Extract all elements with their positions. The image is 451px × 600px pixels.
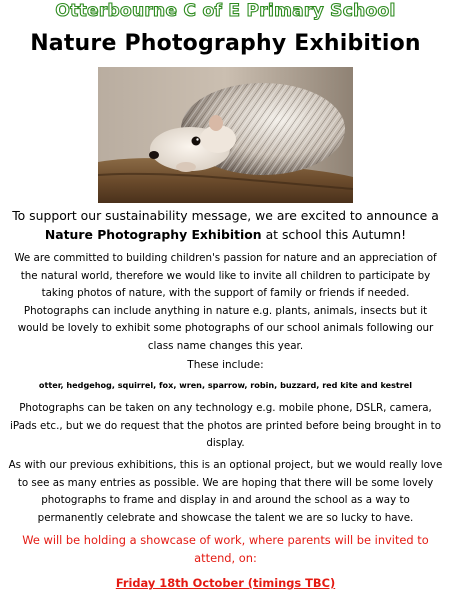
showcase-invitation: We will be holding a showcase of work, where parents will be invited to attend, on: xyxy=(22,533,429,565)
hedgehog-photo xyxy=(98,67,353,203)
exhibition-title: Nature Photography Exhibition xyxy=(30,31,421,56)
intro-bold-exhibition: Nature Photography Exhibition xyxy=(44,227,262,242)
commitment-paragraph: We are committed to building children's passion for nature and an appreciation of the natural world, therefore we would like to invite all children to participate by taking photos of nature, with the support of family or friends if needed. Photographs can include anything in nature e.g. plants, animals, insects but it would be lovely to exhibit some photographs of our school animals following our class name changes this year. xyxy=(14,252,437,352)
includes-heading: These include: xyxy=(187,359,264,371)
animal-list: otter, hedgehog, squirrel, fox, wren, sparrow, robin, buzzard, red kite and kestrel xyxy=(38,380,413,390)
intro-text-end: at school this Autumn! xyxy=(261,227,407,242)
intro-text-start: To support our sustainability message, we are excited to announce a xyxy=(12,208,439,223)
optional-project-paragraph: As with our previous exhibitions, this is an optional project, but we would really love to see as many entries as possible. We are hoping that there will be some lovely photographs to frame and display in and around the school as a way to permanently celebrate and showcase the talent we are so lucky to have. xyxy=(8,459,443,524)
intro-announcement xyxy=(10,206,441,244)
showcase-date: Friday 18th October (timings TBC) xyxy=(115,576,336,590)
school-name: Otterbourne C of E Primary School xyxy=(55,1,396,21)
technology-paragraph: Photographs can be taken on any technology e.g. mobile phone, DSLR, camera, iPads etc., but we do request that the photos are printed before being brought in to display. xyxy=(9,402,442,449)
